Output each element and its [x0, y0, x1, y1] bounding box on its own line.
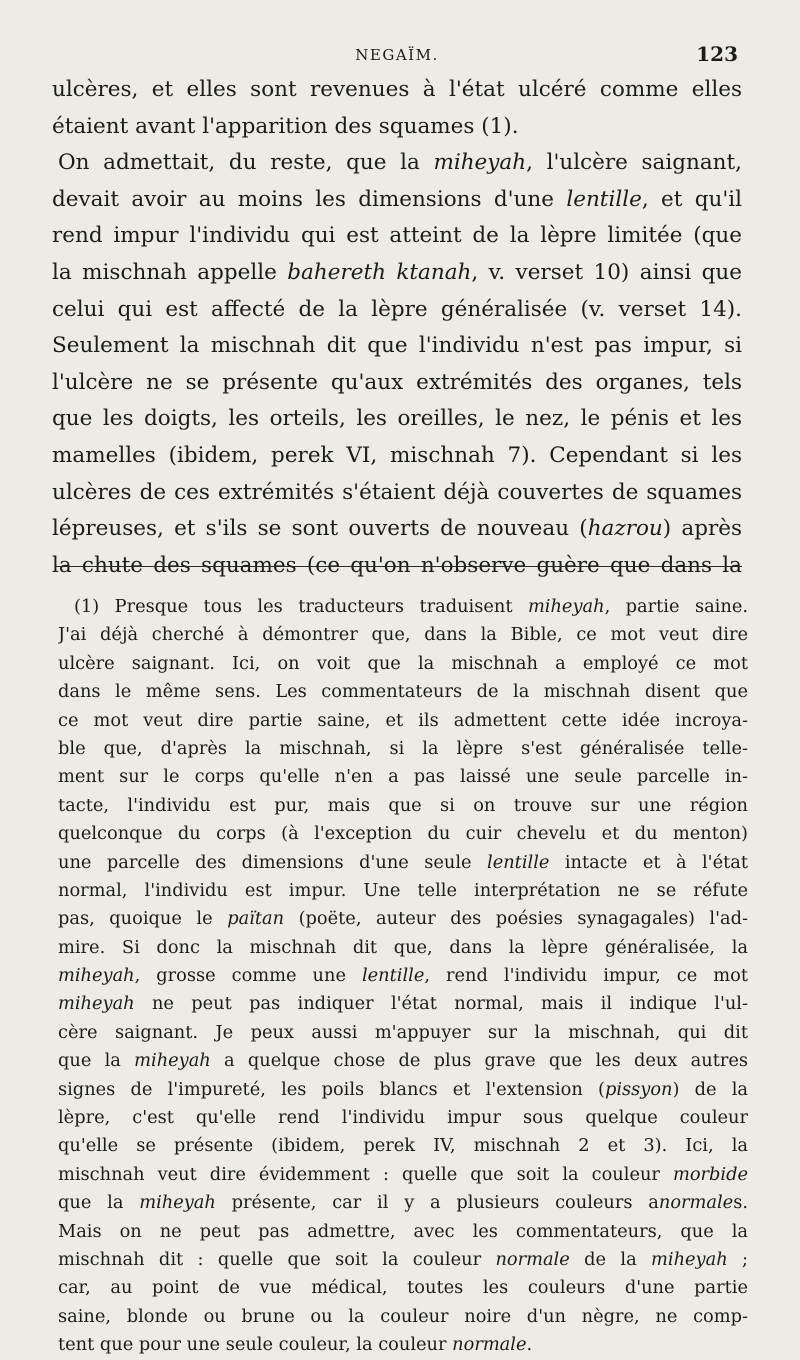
footnote-line: qu'elle se présente (ibidem, perek IV, mischnah 2 et 3). Ici, la — [58, 1135, 748, 1157]
body-line: ulcères de ces extrémités s'étaient déjà couvertes de squames — [52, 479, 742, 505]
footnote-line: que la miheyah présente, car il y a plusieurs couleurs anormales. — [58, 1192, 748, 1214]
page-header — [52, 42, 742, 72]
body-line: devait avoir au moins les dimensions d'une lentille, et qu'il — [52, 186, 742, 212]
page-number: 123 — [696, 42, 738, 66]
body-line: la chute des squames (ce qu'on n'observe guère que dans la — [52, 552, 742, 578]
footnote-line: normal, l'individu est impur. Une telle interprétation ne se réfute — [58, 879, 748, 901]
body-line: mamelles (ibidem, perek VI, mischnah 7). Cependant si les — [52, 442, 742, 468]
footnote-line: ce mot veut dire partie saine, et ils admettent cette idée incroya- — [58, 709, 748, 731]
body-line: la mischnah appelle bahereth ktanah, v. verset 10) ainsi que — [52, 259, 742, 285]
body-line: On admettait, du reste, que la miheyah, l'ulcère saignant, — [58, 150, 742, 176]
body-line: lépreuses, et s'ils se sont ouverts de nouveau (hazrou) après — [52, 516, 742, 542]
running-head: NEGAÏM. — [355, 46, 439, 64]
footnote-separator — [56, 566, 742, 567]
footnote-line: lèpre, c'est qu'elle rend l'individu impur sous quelque couleur — [58, 1107, 748, 1129]
footnote-line: tent que pour une seule couleur, la couleur normale. — [58, 1334, 533, 1356]
footnote-line: ble que, d'après la mischnah, si la lèpre s'est généralisée telle- — [58, 737, 748, 759]
body-line: celui qui est affecté de la lèpre généralisée (v. verset 14). — [52, 296, 742, 322]
footnote-line: ulcère saignant. Ici, on voit que la mischnah a employé ce mot — [58, 652, 748, 674]
footnote — [58, 593, 748, 1360]
footnote-line: signes de l'impureté, les poils blancs et l'extension (pissyon) de la — [58, 1078, 748, 1100]
body-line: ulcères, et elles sont revenues à l'état ulcéré comme elles — [52, 77, 742, 102]
footnote-line: Mais on ne peut pas admettre, avec les commentateurs, que la — [58, 1220, 748, 1242]
footnote-line: miheyah ne peut pas indiquer l'état normal, mais il indique l'ul- — [58, 993, 748, 1015]
footnote-line: (1) Presque tous les traducteurs traduisent miheyah, partie saine. — [74, 596, 748, 617]
body-line: l'ulcère ne se présente qu'aux extrémités des organes, tels — [52, 369, 742, 395]
footnote-line: que la miheyah a quelque chose de plus grave que les deux autres — [58, 1050, 748, 1072]
footnote-line: mischnah veut dire évidemment : quelle que soit la couleur morbide — [58, 1163, 748, 1185]
footnote-line: pas, quoique le païtan (poëte, auteur des poésies synagagales) l'ad- — [58, 908, 748, 930]
footnote-line: ment sur le corps qu'elle n'en a pas laissé une seule parcelle in- — [58, 766, 748, 788]
footnote-line: mischnah dit : quelle que soit la couleur normale de la miheyah ; — [58, 1248, 748, 1270]
footnote-line: saine, blonde ou brune ou la couleur noire d'un nègre, ne comp- — [58, 1305, 748, 1327]
footnote-line: dans le même sens. Les commentateurs de la mischnah disent que — [58, 681, 748, 703]
footnote-line: tacte, l'individu est pur, mais que si on trouve sur une région — [58, 794, 748, 816]
body-line: étaient avant l'apparition des squames (1). — [52, 113, 519, 139]
footnote-line: car, au point de vue médical, toutes les couleurs d'une partie — [58, 1277, 748, 1299]
main-text — [52, 72, 742, 584]
body-line: que les doigts, les orteils, les oreilles, le nez, le pénis et les — [52, 406, 742, 432]
footnote-line: quelconque du corps (à l'exception du cuir chevelu et du menton) — [58, 823, 748, 845]
footnote-line: mire. Si donc la mischnah dit que, dans la lèpre généralisée, la — [58, 936, 748, 958]
footnote-line: J'ai déjà cherché à démontrer que, dans la Bible, ce mot veut dire — [58, 624, 748, 646]
footnote-line: miheyah, grosse comme une lentille, rend l'individu impur, ce mot — [58, 965, 748, 987]
body-line: Seulement la mischnah dit que l'individu n'est pas impur, si — [52, 333, 742, 359]
footnote-line: une parcelle des dimensions d'une seule lentille intacte et à l'état — [58, 851, 748, 873]
footnote-line: cère saignant. Je peux aussi m'appuyer sur la mischnah, qui dit — [58, 1021, 748, 1043]
body-line: rend impur l'individu qui est atteint de la lèpre limitée (que — [52, 223, 742, 249]
